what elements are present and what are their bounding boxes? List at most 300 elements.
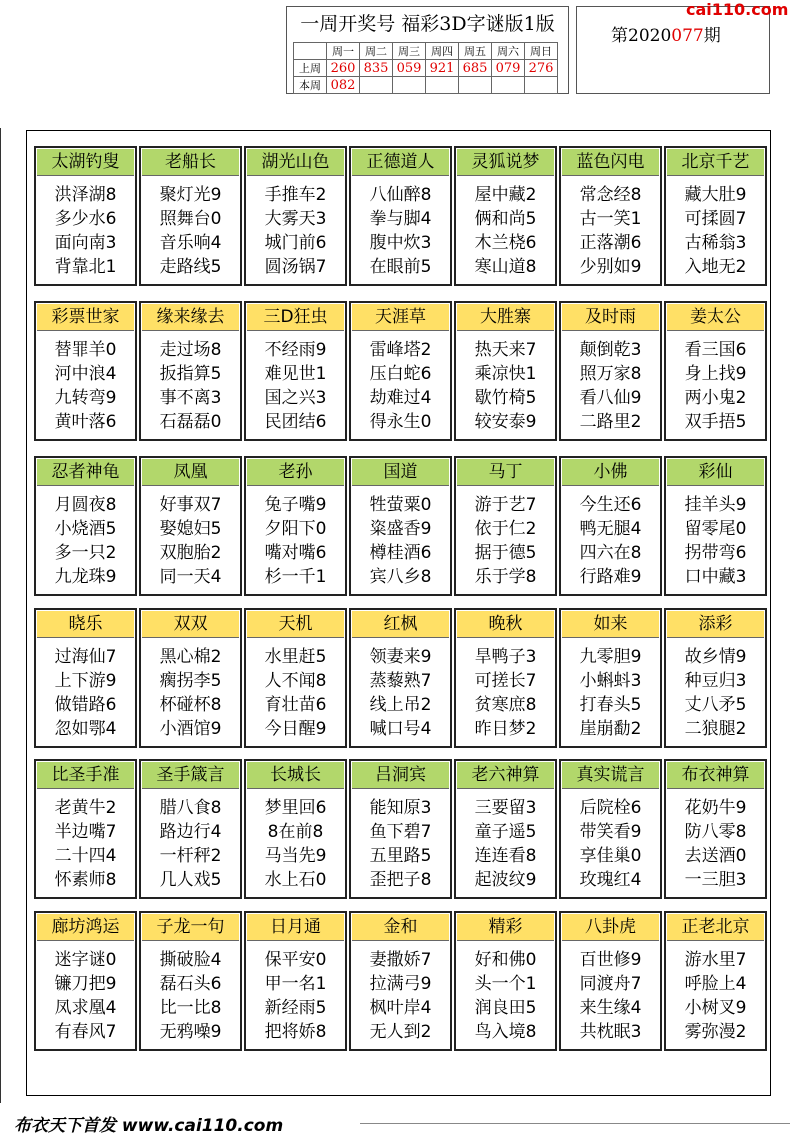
riddle-line: 水上石0 <box>264 870 327 890</box>
riddle-line: 今日醒9 <box>264 719 327 739</box>
riddle-line: 蒸藜熟7 <box>369 671 432 691</box>
riddle-line: 拐带弯6 <box>684 543 747 563</box>
puzzle-card <box>34 301 137 441</box>
riddle-line: 得永生0 <box>369 412 432 432</box>
day-header: 周六 <box>492 43 525 60</box>
riddle-line: 俩和尚5 <box>474 209 537 229</box>
header-title: 一周开奖号 福彩3D字谜版1版 <box>300 13 555 35</box>
draw-number: 276 <box>525 60 558 77</box>
riddle-line: 走过场8 <box>159 340 222 360</box>
riddle-line: 挂羊头9 <box>684 495 747 515</box>
riddle-line: 黄叶落6 <box>54 412 117 432</box>
puzzle-card <box>559 608 662 748</box>
puzzle-card <box>34 759 137 899</box>
riddle-line: 四六在8 <box>579 543 642 563</box>
card-title: 姜太公 <box>667 304 764 331</box>
card-title: 比圣手准 <box>37 762 134 789</box>
puzzle-card <box>664 456 767 596</box>
riddle-line: 聚灯光9 <box>159 185 222 205</box>
draw-number: 921 <box>426 60 459 77</box>
card-lines <box>351 183 450 279</box>
riddle-line: 童子遥5 <box>474 822 537 842</box>
card-lines <box>351 493 450 589</box>
issue-highlight: 077 <box>671 26 704 46</box>
riddle-line: 娶媳妇5 <box>159 519 222 539</box>
riddle-line: 双胞胎2 <box>159 543 222 563</box>
riddle-line: 拉满弓9 <box>369 974 432 994</box>
riddle-line: 杯碰杯8 <box>159 695 222 715</box>
riddle-line: 同一天4 <box>159 567 222 587</box>
card-lines <box>561 796 660 892</box>
card-lines <box>561 645 660 741</box>
card-title: 布衣神算 <box>667 762 764 789</box>
riddle-line: 少别如9 <box>579 257 642 277</box>
riddle-line: 保平安0 <box>264 950 327 970</box>
riddle-line: 起波纹9 <box>474 870 537 890</box>
card-title: 真实谎言 <box>562 762 659 789</box>
riddle-line: 事不离3 <box>159 388 222 408</box>
site-logo: cai110.com <box>686 0 789 19</box>
card-lines <box>36 796 135 892</box>
riddle-line: 百世修9 <box>579 950 642 970</box>
last-week-row <box>294 60 558 77</box>
riddle-line: 藏大肚9 <box>684 185 747 205</box>
riddle-line: 嘴对嘴6 <box>264 543 327 563</box>
riddle-line: 种豆归3 <box>684 671 747 691</box>
riddle-line: 大雾天3 <box>264 209 327 229</box>
card-lines <box>36 948 135 1044</box>
riddle-line: 樽桂酒6 <box>369 543 432 563</box>
riddle-line: 兔子嘴9 <box>264 495 327 515</box>
riddle-line: 雷峰塔2 <box>369 340 432 360</box>
riddle-line: 行路难9 <box>579 567 642 587</box>
card-lines <box>246 948 345 1044</box>
riddle-line: 小烧酒5 <box>54 519 117 539</box>
riddle-line: 城门前6 <box>264 233 327 253</box>
riddle-line: 可揉圆7 <box>684 209 747 229</box>
card-lines <box>561 948 660 1044</box>
card-title: 如来 <box>562 611 659 638</box>
card-lines <box>666 948 765 1044</box>
card-title: 金和 <box>352 914 449 941</box>
draw-number: 835 <box>360 60 393 77</box>
card-title: 正德道人 <box>352 149 449 176</box>
puzzle-card <box>139 456 242 596</box>
riddle-line: 在眼前5 <box>369 257 432 277</box>
riddle-line: 多一只2 <box>54 543 117 563</box>
card-title: 及时雨 <box>562 304 659 331</box>
riddle-line: 热天来7 <box>474 340 537 360</box>
riddle-line: 撕破脸4 <box>159 950 222 970</box>
draw-number: 685 <box>459 60 492 77</box>
riddle-line: 把将娇8 <box>264 1022 327 1042</box>
card-title: 太湖钓叟 <box>37 149 134 176</box>
card-lines <box>36 183 135 279</box>
riddle-line: 九零胆9 <box>579 647 642 667</box>
issue-panel <box>576 6 770 94</box>
card-lines <box>456 948 555 1044</box>
riddle-line: 音乐响4 <box>159 233 222 253</box>
card-lines <box>351 645 450 741</box>
card-title: 天机 <box>247 611 344 638</box>
riddle-line: 无人到2 <box>369 1022 432 1042</box>
puzzle-card <box>664 911 767 1051</box>
riddle-line: 石磊磊0 <box>159 412 222 432</box>
card-lines <box>351 948 450 1044</box>
this-week-row <box>294 77 558 94</box>
riddle-line: 牲萤粟0 <box>369 495 432 515</box>
riddle-line: 来生缘4 <box>579 998 642 1018</box>
riddle-line: 头一个1 <box>474 974 537 994</box>
puzzle-grid <box>26 130 771 1096</box>
riddle-line: 小酒馆9 <box>159 719 222 739</box>
riddle-line: 鸟入境8 <box>474 1022 537 1042</box>
riddle-line: 民团结6 <box>264 412 327 432</box>
puzzle-card <box>139 759 242 899</box>
riddle-line: 乘凉快1 <box>474 364 537 384</box>
card-title: 老船长 <box>142 149 239 176</box>
issue-number: 第2020077期 <box>611 26 721 46</box>
draw-number <box>492 77 525 94</box>
card-lines <box>561 338 660 434</box>
card-lines <box>456 645 555 741</box>
riddle-line: 今生还6 <box>579 495 642 515</box>
card-lines <box>36 645 135 741</box>
riddle-line: 比一比8 <box>159 998 222 1018</box>
riddle-line: 月圆夜8 <box>54 495 117 515</box>
riddle-line: 育壮苗6 <box>264 695 327 715</box>
riddle-line: 鱼下碧7 <box>369 822 432 842</box>
puzzle-card <box>349 146 452 286</box>
card-title: 八卦虎 <box>562 914 659 941</box>
card-lines <box>141 183 240 279</box>
card-title: 北京千艺 <box>667 149 764 176</box>
riddle-line: 上下游9 <box>54 671 117 691</box>
card-title: 吕洞宾 <box>352 762 449 789</box>
card-title: 小佛 <box>562 459 659 486</box>
day-header: 周一 <box>327 43 360 60</box>
riddle-line: 腹中炊3 <box>369 233 432 253</box>
card-lines <box>351 338 450 434</box>
card-title: 凤凰 <box>142 459 239 486</box>
riddle-line: 口中藏3 <box>684 567 747 587</box>
day-header: 周五 <box>459 43 492 60</box>
riddle-line: 小树叉9 <box>684 998 747 1018</box>
riddle-line: 贫寒庶8 <box>474 695 537 715</box>
card-title: 晚秋 <box>457 611 554 638</box>
card-title: 蓝色闪电 <box>562 149 659 176</box>
riddle-line: 做错路6 <box>54 695 117 715</box>
puzzle-card <box>244 456 347 596</box>
puzzle-card <box>349 301 452 441</box>
riddle-line: 游水里7 <box>684 950 747 970</box>
card-title: 天涯草 <box>352 304 449 331</box>
card-lines <box>246 338 345 434</box>
puzzle-card <box>349 608 452 748</box>
riddle-line: 领妻来9 <box>369 647 432 667</box>
riddle-line: 看三国6 <box>684 340 747 360</box>
puzzle-card <box>34 146 137 286</box>
riddle-line: 甲一名1 <box>264 974 327 994</box>
draw-number: 260 <box>327 60 360 77</box>
riddle-line: 故乡情9 <box>684 647 747 667</box>
puzzle-card <box>244 759 347 899</box>
puzzle-card <box>244 301 347 441</box>
riddle-line: 双手捂5 <box>684 412 747 432</box>
card-title: 忍者神龟 <box>37 459 134 486</box>
card-lines <box>246 493 345 589</box>
riddle-line: 打春头5 <box>579 695 642 715</box>
draw-number <box>525 77 558 94</box>
riddle-line: 几人戏5 <box>159 870 222 890</box>
riddle-line: 忽如鄂4 <box>54 719 117 739</box>
riddle-line: 梦里回6 <box>264 798 327 818</box>
riddle-line: 压白蛇6 <box>369 364 432 384</box>
footer-divider <box>360 1123 790 1124</box>
day-header: 周四 <box>426 43 459 60</box>
riddle-line: 能知原3 <box>369 798 432 818</box>
riddle-line: 新经雨5 <box>264 998 327 1018</box>
riddle-line: 歪把子8 <box>369 870 432 890</box>
card-title: 三D狂虫 <box>247 304 344 331</box>
riddle-line: 照万家8 <box>579 364 642 384</box>
riddle-line: 瘸拐李5 <box>159 671 222 691</box>
card-title: 老六神算 <box>457 762 554 789</box>
riddle-line: 常念经8 <box>579 185 642 205</box>
riddle-line: 走路线5 <box>159 257 222 277</box>
riddle-line: 枫叶岸4 <box>369 998 432 1018</box>
draw-number <box>393 77 426 94</box>
riddle-line: 游于艺7 <box>474 495 537 515</box>
puzzle-card <box>244 146 347 286</box>
riddle-line: 难见世1 <box>264 364 327 384</box>
riddle-line: 旱鸭子3 <box>474 647 537 667</box>
puzzle-card <box>139 146 242 286</box>
card-lines <box>141 645 240 741</box>
riddle-line: 多少水6 <box>54 209 117 229</box>
riddle-line: 去送酒0 <box>684 846 747 866</box>
riddle-line: 杉一千1 <box>264 567 327 587</box>
riddle-line: 8在前8 <box>267 822 324 842</box>
puzzle-card <box>34 608 137 748</box>
draw-number <box>426 77 459 94</box>
card-lines <box>456 493 555 589</box>
puzzle-card <box>559 456 662 596</box>
card-title: 双双 <box>142 611 239 638</box>
riddle-line: 水里赶5 <box>264 647 327 667</box>
riddle-line: 不经雨9 <box>264 340 327 360</box>
riddle-line: 乐于学8 <box>474 567 537 587</box>
riddle-line: 喊口号4 <box>369 719 432 739</box>
riddle-line: 圆汤锅7 <box>264 257 327 277</box>
riddle-line: 五里路5 <box>369 846 432 866</box>
card-title: 廊坊鸿运 <box>37 914 134 941</box>
riddle-line: 后院栓6 <box>579 798 642 818</box>
puzzle-card <box>454 608 557 748</box>
riddle-line: 八仙醉8 <box>369 185 432 205</box>
riddle-line: 路边行4 <box>159 822 222 842</box>
riddle-line: 可搓长7 <box>474 671 537 691</box>
riddle-line: 半边嘴7 <box>54 822 117 842</box>
puzzle-card <box>559 911 662 1051</box>
left-divider <box>0 128 1 1103</box>
riddle-line: 留零尾0 <box>684 519 747 539</box>
puzzle-card <box>664 759 767 899</box>
puzzle-card <box>139 911 242 1051</box>
puzzle-card <box>244 911 347 1051</box>
riddle-line: 丈八矛5 <box>684 695 747 715</box>
riddle-line: 磊石头6 <box>159 974 222 994</box>
draw-number: 079 <box>492 60 525 77</box>
riddle-line: 花奶牛9 <box>684 798 747 818</box>
riddle-line: 替罪羊0 <box>54 340 117 360</box>
puzzle-card <box>664 608 767 748</box>
riddle-line: 防八零8 <box>684 822 747 842</box>
card-lines <box>666 493 765 589</box>
puzzle-card <box>454 456 557 596</box>
puzzle-card <box>349 911 452 1051</box>
riddle-line: 昨日梦2 <box>474 719 537 739</box>
card-lines <box>456 796 555 892</box>
riddle-line: 据于德5 <box>474 543 537 563</box>
riddle-line: 洪泽湖8 <box>54 185 117 205</box>
riddle-line: 鸭无腿4 <box>579 519 642 539</box>
riddle-line: 同渡舟7 <box>579 974 642 994</box>
puzzle-card <box>349 759 452 899</box>
riddle-line: 享佳巢0 <box>579 846 642 866</box>
card-title: 添彩 <box>667 611 764 638</box>
day-header: 周日 <box>525 43 558 60</box>
card-lines <box>666 183 765 279</box>
card-lines <box>141 948 240 1044</box>
riddle-line: 颠倒乾3 <box>579 340 642 360</box>
footer-text: 布衣天下首发 www.cai110.com <box>14 1116 284 1136</box>
puzzle-card <box>454 759 557 899</box>
riddle-line: 共枕眠3 <box>579 1022 642 1042</box>
row-label: 上周 <box>294 60 327 77</box>
row-label: 本周 <box>294 77 327 94</box>
card-lines <box>246 183 345 279</box>
day-header: 周二 <box>360 43 393 60</box>
draw-number: 059 <box>393 60 426 77</box>
riddle-line: 一三胆3 <box>684 870 747 890</box>
riddle-line: 无鸦噪9 <box>159 1022 222 1042</box>
riddle-line: 润良田5 <box>474 998 537 1018</box>
riddle-line: 凤求凰4 <box>54 998 117 1018</box>
puzzle-card <box>244 608 347 748</box>
card-title: 正老北京 <box>667 914 764 941</box>
riddle-line: 照舞台0 <box>159 209 222 229</box>
riddle-line: 呼脸上4 <box>684 974 747 994</box>
puzzle-card <box>34 911 137 1051</box>
riddle-line: 面向南3 <box>54 233 117 253</box>
riddle-line: 劫难过4 <box>369 388 432 408</box>
puzzle-card <box>559 146 662 286</box>
riddle-line: 过海仙7 <box>54 647 117 667</box>
card-title: 彩票世家 <box>37 304 134 331</box>
card-title: 长城长 <box>247 762 344 789</box>
riddle-line: 国之兴3 <box>264 388 327 408</box>
riddle-line: 雾弥漫2 <box>684 1022 747 1042</box>
card-title: 缘来缘去 <box>142 304 239 331</box>
riddle-line: 九龙珠9 <box>54 567 117 587</box>
card-title: 马丁 <box>457 459 554 486</box>
draw-number <box>360 77 393 94</box>
riddle-line: 屋中藏2 <box>474 185 537 205</box>
riddle-line: 有春风7 <box>54 1022 117 1042</box>
riddle-line: 古稀翁3 <box>684 233 747 253</box>
riddle-line: 宾八乡8 <box>369 567 432 587</box>
card-lines <box>456 183 555 279</box>
riddle-line: 三要留3 <box>474 798 537 818</box>
riddle-line: 镰刀把9 <box>54 974 117 994</box>
card-title: 老孙 <box>247 459 344 486</box>
card-title: 国道 <box>352 459 449 486</box>
card-lines <box>246 796 345 892</box>
card-lines <box>246 645 345 741</box>
card-lines <box>456 338 555 434</box>
riddle-line: 连连看8 <box>474 846 537 866</box>
riddle-line: 好和佛0 <box>474 950 537 970</box>
riddle-line: 马当先9 <box>264 846 327 866</box>
riddle-line: 粢盛香9 <box>369 519 432 539</box>
riddle-line: 人不闻8 <box>264 671 327 691</box>
days-row <box>294 43 558 60</box>
card-title: 子龙一句 <box>142 914 239 941</box>
riddle-line: 二十四4 <box>54 846 117 866</box>
card-title: 彩仙 <box>667 459 764 486</box>
riddle-line: 二狼腿2 <box>684 719 747 739</box>
riddle-line: 入地无2 <box>684 257 747 277</box>
card-title: 大胜寨 <box>457 304 554 331</box>
card-title: 圣手箴言 <box>142 762 239 789</box>
riddle-line: 二路里2 <box>579 412 642 432</box>
riddle-line: 腊八食8 <box>159 798 222 818</box>
card-lines <box>666 796 765 892</box>
riddle-line: 老黄牛2 <box>54 798 117 818</box>
card-title: 晓乐 <box>37 611 134 638</box>
riddle-line: 带笑看9 <box>579 822 642 842</box>
riddle-line: 好事双7 <box>159 495 222 515</box>
puzzle-card <box>34 456 137 596</box>
puzzle-card <box>139 608 242 748</box>
riddle-line: 河中浪4 <box>54 364 117 384</box>
riddle-line: 九转弯9 <box>54 388 117 408</box>
riddle-line: 玫瑰红4 <box>579 870 642 890</box>
draw-results-table <box>293 42 558 94</box>
puzzle-card <box>664 301 767 441</box>
riddle-line: 背靠北1 <box>54 257 117 277</box>
riddle-line: 歇竹椅5 <box>474 388 537 408</box>
puzzle-card <box>454 301 557 441</box>
card-lines <box>351 796 450 892</box>
riddle-line: 妻撒娇7 <box>369 950 432 970</box>
card-lines <box>561 183 660 279</box>
draw-number: 082 <box>327 77 360 94</box>
riddle-line: 怀素师8 <box>54 870 117 890</box>
riddle-line: 手推车2 <box>264 185 327 205</box>
puzzle-card <box>664 146 767 286</box>
day-header: 周三 <box>393 43 426 60</box>
riddle-line: 拳与脚4 <box>369 209 432 229</box>
card-lines <box>141 796 240 892</box>
draw-number <box>459 77 492 94</box>
riddle-line: 一杆秤2 <box>159 846 222 866</box>
card-title: 红枫 <box>352 611 449 638</box>
riddle-line: 看八仙9 <box>579 388 642 408</box>
riddle-line: 小蝌蚪3 <box>579 671 642 691</box>
card-lines <box>141 493 240 589</box>
